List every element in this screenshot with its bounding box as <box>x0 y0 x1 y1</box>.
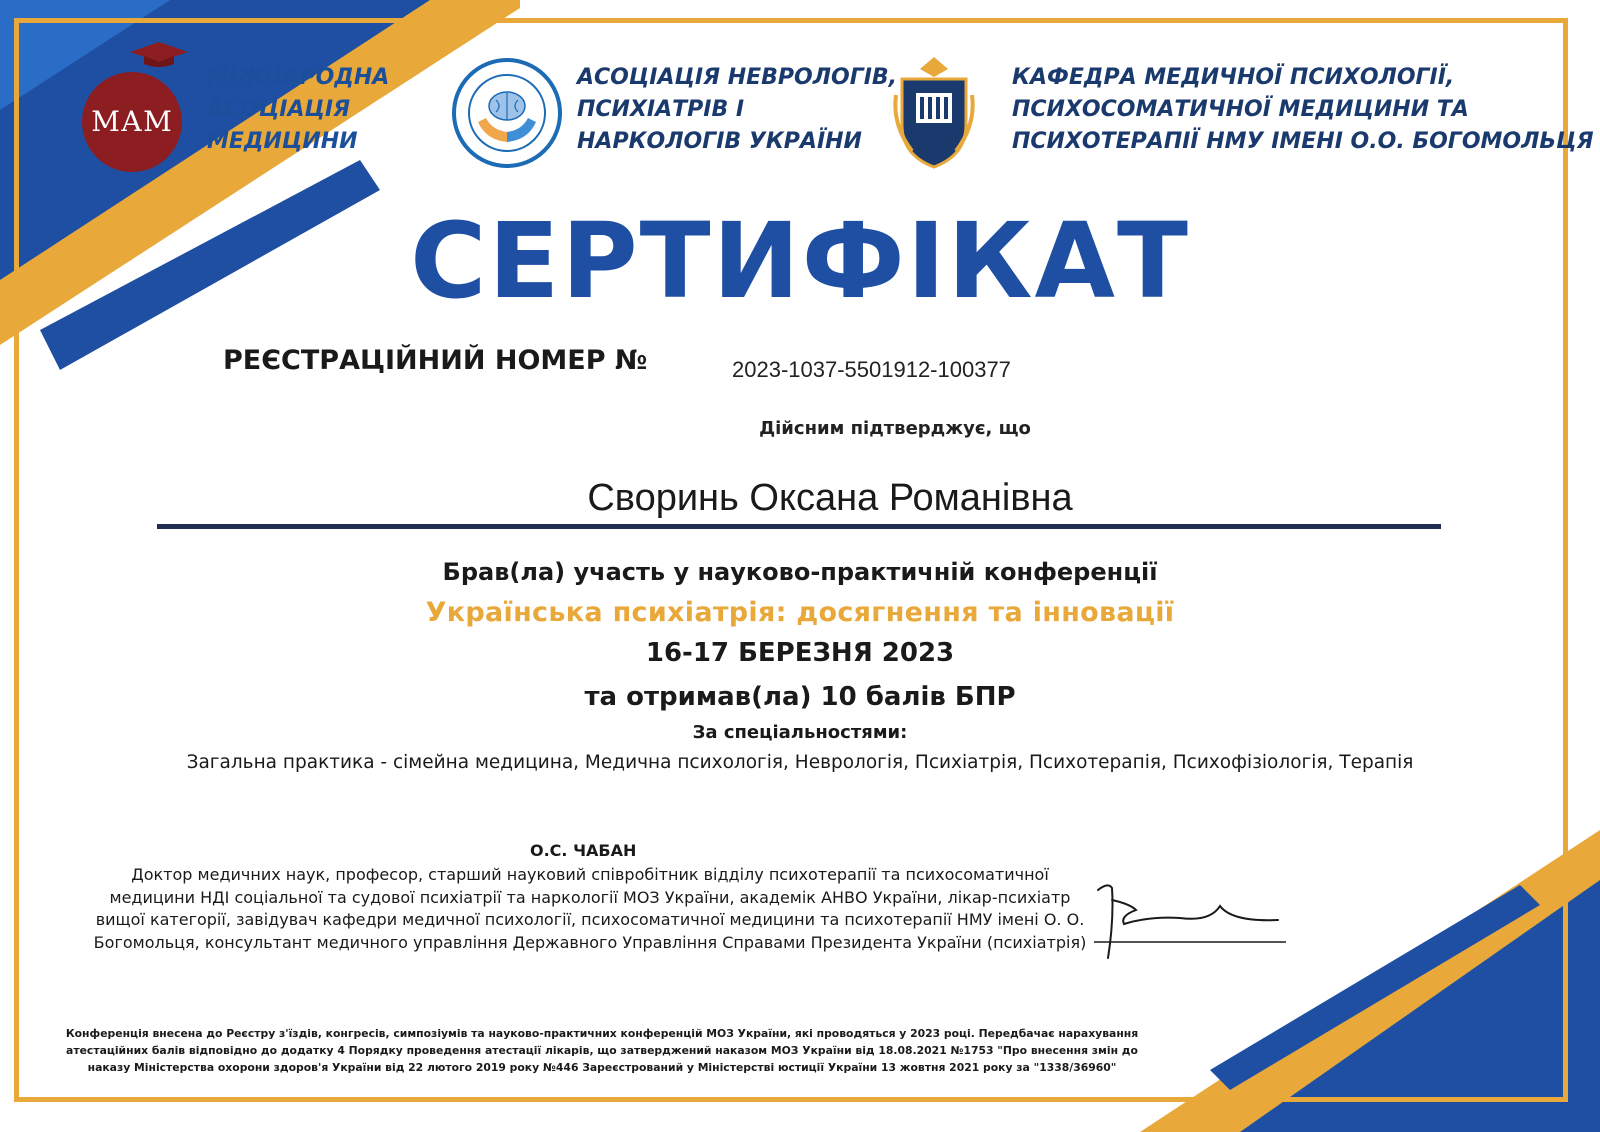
graduation-cap-icon <box>128 42 190 68</box>
specialties-list: Загальна практика - сімейна медицина, Медична психологія, Неврологія, Психіатрія, Психотерапія, Психофізіологія, Терапія <box>186 752 1414 773</box>
association-logo <box>452 58 562 168</box>
handwritten-signature <box>1090 880 1310 970</box>
points-awarded: та отримав(ла) 10 балів БПР <box>584 682 1016 712</box>
conference-name: Українська психіатрія: досягнення та інновації <box>425 597 1175 628</box>
registration-number: 2023-1037-5501912-100377 <box>732 357 1011 382</box>
signer-description: Доктор медичних наук, професор, старший науковий співробітник відділу психотерапії та психосоматичної медицини НДІ соціальної та судової психіатрії та наркології МОЗ України, академік АНВО України, лікар-психіатр вищої категорії, завідувач кафедри медичної психології, психосоматичної медицини та психотерапії НМУ імені О. О. Богомольця, консультант медичного управління Державного Управління Справами Президента України (психіатрія) <box>93 865 1087 952</box>
registration-label: РЕЄСТРАЦІЙНИЙ НОМЕР № <box>223 345 648 376</box>
signer-name: О.С. ЧАБАН <box>530 841 637 860</box>
certificate-title: СЕРТИФІКАТ <box>410 200 1190 322</box>
specialties-label: За спеціальностями: <box>692 722 908 743</box>
mam-organization-name: МІЖНАРОДНА АСОЦІАЦІЯ МЕДИЦИНИ <box>207 65 390 154</box>
university-crest-icon <box>892 55 976 171</box>
participation-text: Брав(ла) участь у науково-практичній конференції <box>442 558 1158 586</box>
department-name: КАФЕДРА МЕДИЧНОЇ ПСИХОЛОГІЇ, ПСИХОСОМАТИЧНОЇ МЕДИЦИНИ ТА ПСИХОТЕРАПІЇ НМУ ІМЕНІ О.О. БОГОМОЛЬЦЯ <box>1012 65 1594 154</box>
mam-logo <box>82 72 182 172</box>
brain-hands-icon <box>456 62 558 164</box>
footer-legal-text: Конференція внесена до Реєстру з'їздів, конгресів, симпозіумів та науково-практичних конференцій МОЗ України, які проводяться у 2023 році. Передбачає нарахування атестаційних балів відповідно до додатку 4 Порядку проведення атестації лікарів, що затверджений наказом МОЗ України від 18.08.2021 №1753 "Про внесення змін до наказу Міністерства охорони здоров'я України від 22 лютого 2019 року №446 Зареєстрований у Міністерстві юстиції України 13 жовтня 2021 року за "1338/36960" <box>65 1027 1139 1074</box>
recipient-name: Своринь Оксана Романівна <box>587 477 1073 519</box>
recipient-name-underline <box>157 524 1441 529</box>
mam-logo-letters: МАМ <box>91 105 173 138</box>
association-name: АСОЦІАЦІЯ НЕВРОЛОГІВ, ПСИХІАТРІВ І НАРКОЛОГІВ УКРАЇНИ <box>577 65 898 154</box>
conference-dates: 16-17 БЕРЕЗНЯ 2023 <box>645 638 955 668</box>
confirmation-text: Дійсним підтверджує, що <box>759 418 1031 439</box>
